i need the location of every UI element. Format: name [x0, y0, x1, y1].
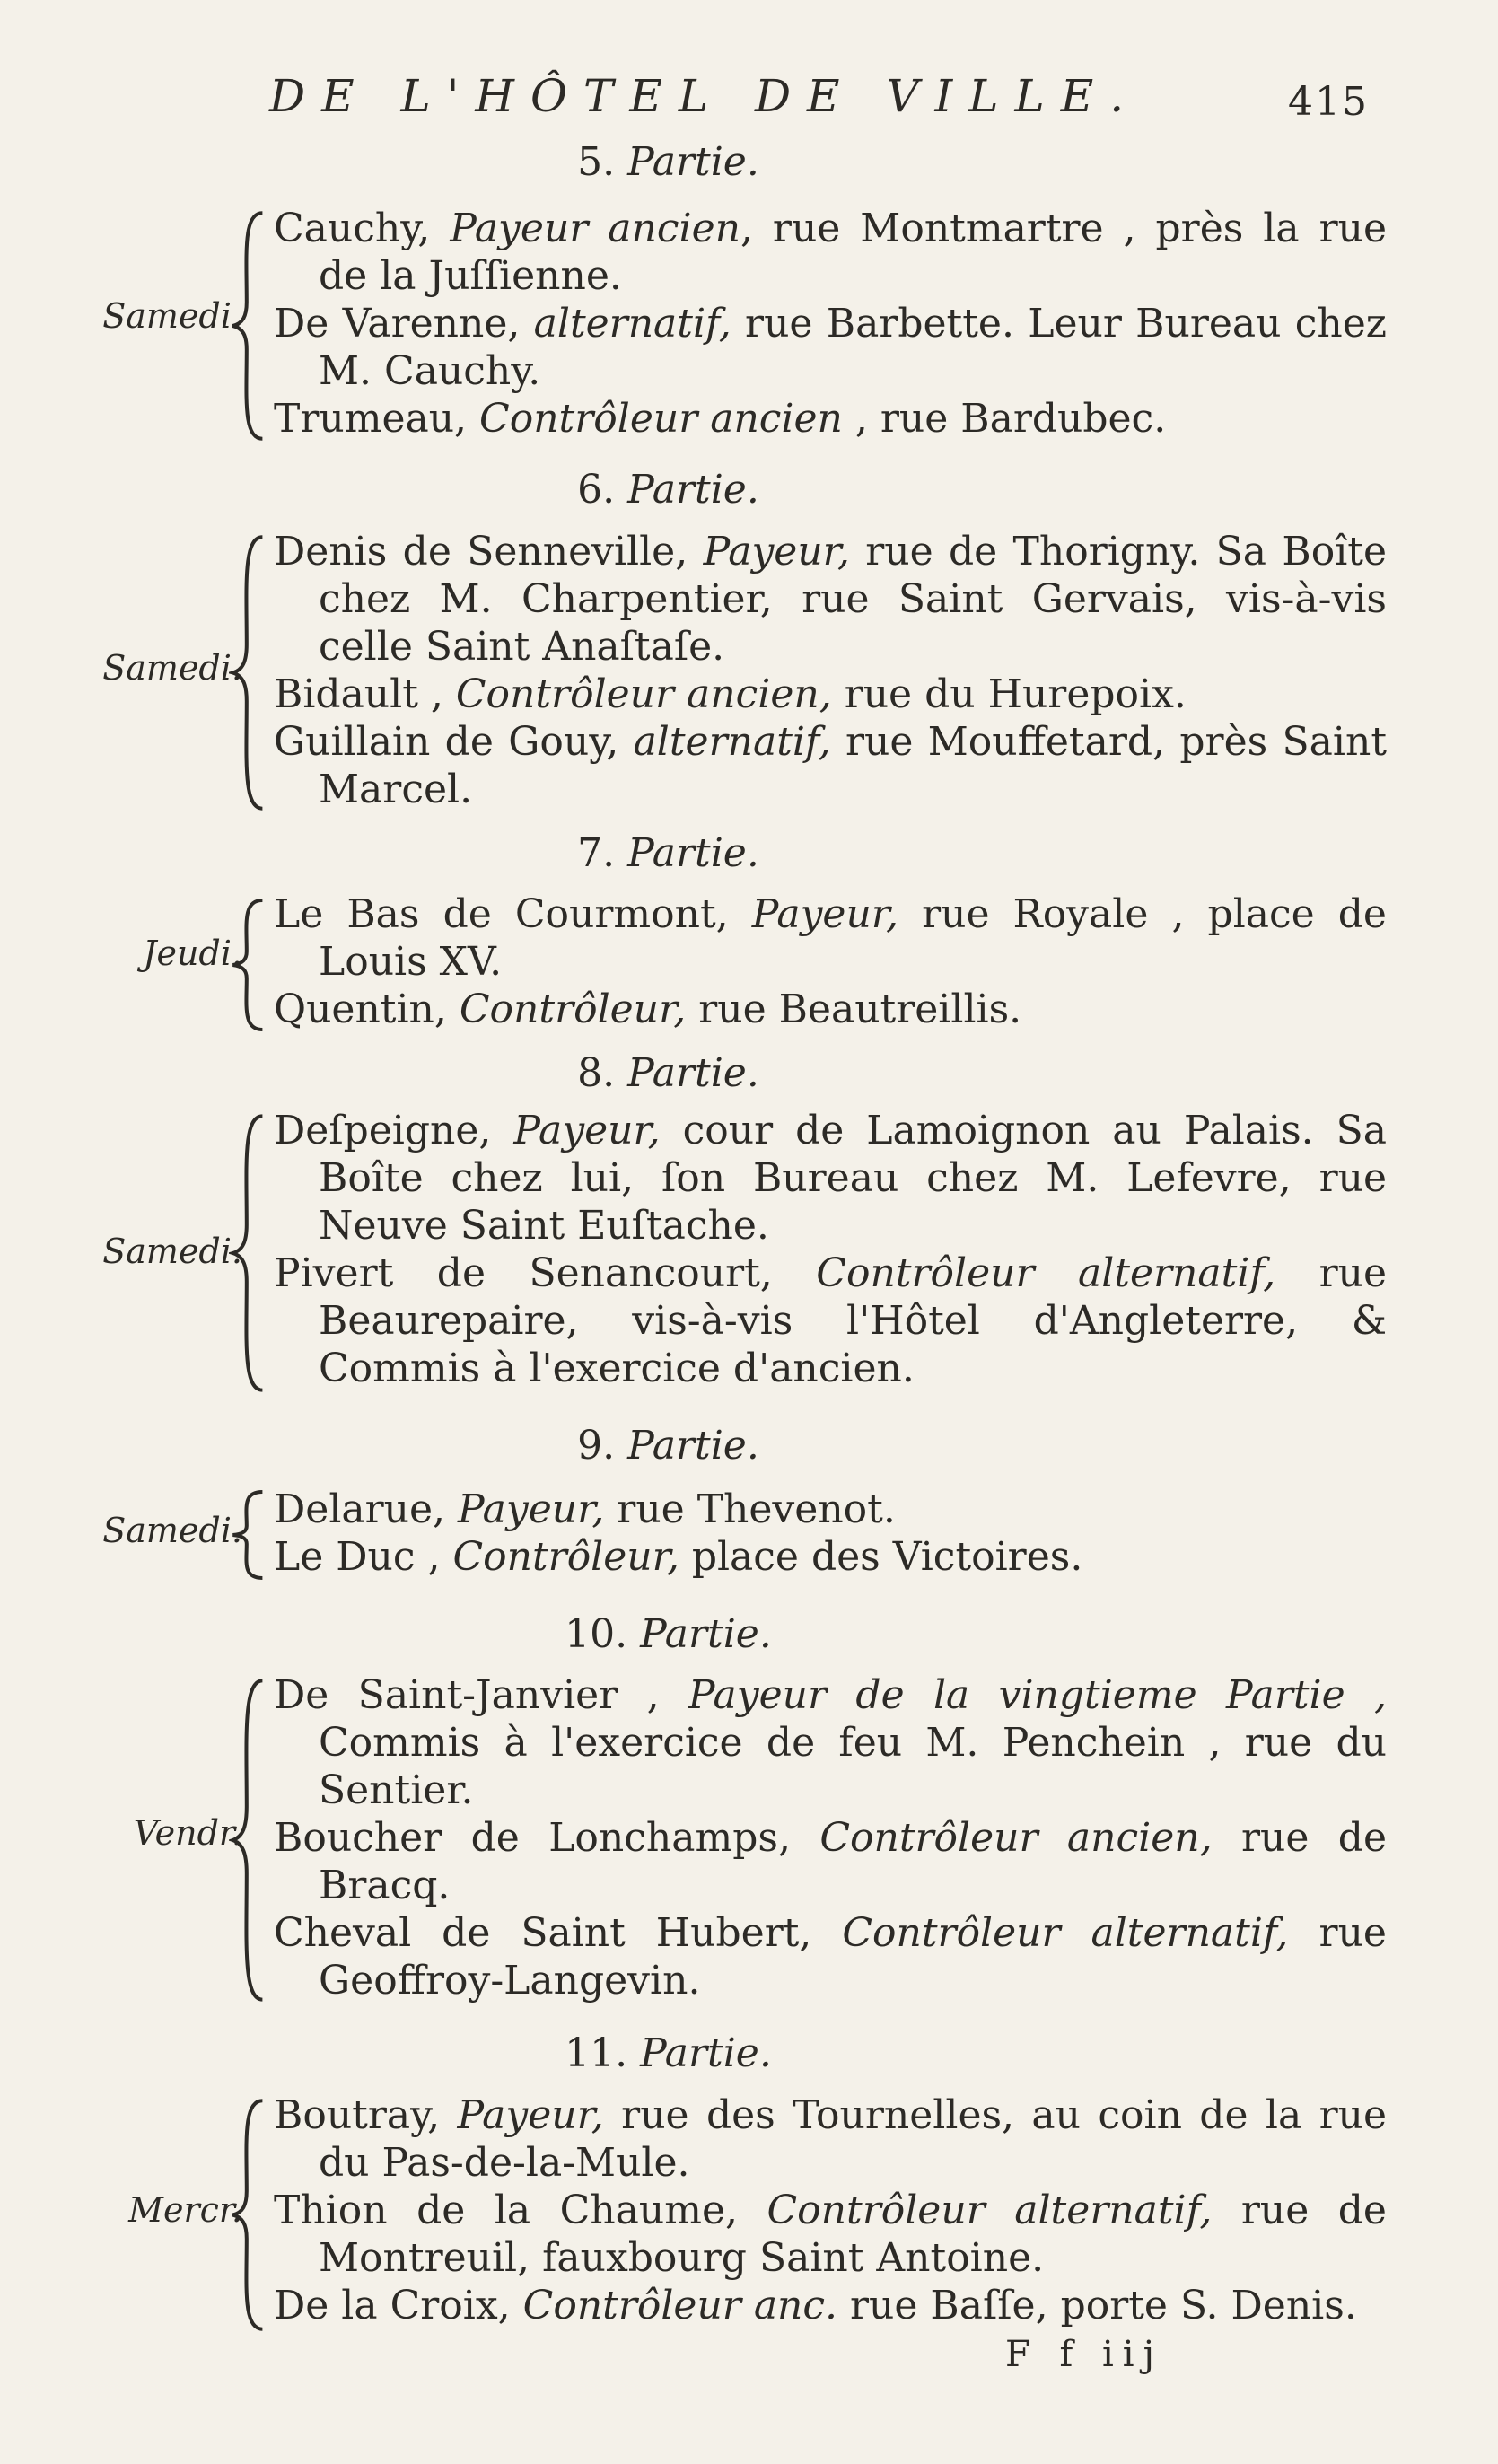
section-number: 11.: [565, 2030, 628, 2076]
day-label: Samedi.: [102, 648, 242, 688]
entries-list: [274, 890, 1387, 1033]
entry: Delarue, Payeur, rue Thevenot.: [274, 1486, 896, 1532]
day-label: Samedi.: [102, 296, 242, 336]
entry: Quentin, Contrôleur, rue Beautreillis.: [274, 986, 1022, 1032]
entry: De Saint-Janvier , Payeur de la vingtieme Partie , Commis à l'exercice de feu M. Penchein , rue du Sentier.: [274, 1672, 1387, 1813]
section-word: Partie.: [640, 2030, 772, 2076]
entry: De la Croix, Contrôleur anc. rue Baſſe, porte S. Denis.: [274, 2283, 1357, 2328]
entries-list: [274, 2091, 1387, 2329]
page-number: 415: [1288, 79, 1369, 125]
page-header: [0, 54, 1498, 135]
curly-brace: [229, 531, 268, 814]
curly-brace: [229, 898, 268, 1032]
section-title-8: [0, 1050, 1417, 1096]
day-label: Jeudi.: [143, 934, 242, 973]
entry: Denis de Senneville, Payeur, rue de Thorigny. Sa Boîte chez M. Charpentier, rue Saint Gervais, vis-à-vis celle Saint Anaſtaſe.: [274, 529, 1387, 670]
section-word: Partie.: [627, 1423, 759, 1469]
section-number: 7.: [577, 830, 616, 876]
section-title-11: [0, 2030, 1417, 2076]
day-label: Samedi.: [102, 1232, 242, 1271]
curly-brace: [229, 2096, 268, 2334]
entry: Guillain de Gouy, alternatif, rue Mouffetard, près Saint Marcel.: [274, 719, 1387, 812]
entries-list: [274, 1486, 1387, 1581]
entries-list: [274, 1107, 1387, 1392]
entries-list: [274, 205, 1387, 443]
section-number: 8.: [577, 1050, 616, 1096]
entries-list: [274, 528, 1387, 813]
day-label: Vendr.: [133, 1813, 242, 1853]
section-word: Partie.: [627, 467, 759, 513]
curly-brace: [229, 1490, 268, 1580]
curly-brace: [229, 208, 268, 443]
section-number: 9.: [577, 1423, 616, 1469]
entry: Cheval de Saint Hubert, Contrôleur alternatif, rue Geoffroy-Langevin.: [274, 1910, 1387, 2004]
entry: Deſpeigne, Payeur, cour de Lamoignon au Palais. Sa Boîte chez lui, ſon Bureau chez M. Lefevre, rue Neuve Saint Euſtache.: [274, 1108, 1387, 1249]
entry: Pivert de Senancourt, Contrôleur alternatif, rue Beaurepaire, vis-à-vis l'Hôtel d'Angleterre, & Commis à l'exercice d'ancien.: [274, 1250, 1387, 1391]
entry: Bidault , Contrôleur ancien, rue du Hurepoix.: [274, 671, 1187, 717]
section-title-6: [0, 467, 1417, 513]
section-word: Partie.: [627, 139, 759, 185]
section-word: Partie.: [627, 830, 759, 876]
section-number: 5.: [577, 139, 616, 185]
entry: Boucher de Lonchamps, Contrôleur ancien, rue de Bracq.: [274, 1815, 1387, 1908]
entry: Trumeau, Contrôleur ancien , rue Bardubec.: [274, 396, 1167, 442]
curly-brace: [229, 1110, 268, 1396]
section-word: Partie.: [640, 1611, 772, 1657]
running-head: DE L'HÔTEL DE VILLE.: [269, 70, 1141, 122]
section-number: 6.: [577, 467, 616, 513]
entry: Boutray, Payeur, rue des Tournelles, au coin de la rue du Pas-de-la-Mule.: [274, 2092, 1387, 2186]
section-word: Partie.: [627, 1050, 759, 1096]
entries-list: [274, 1671, 1387, 2004]
entry: Le Bas de Courmont, Payeur, rue Royale , place de Louis XV.: [274, 891, 1387, 985]
section-title-9: [0, 1423, 1417, 1469]
day-label: Mercr.: [128, 2190, 242, 2230]
section-number: 10.: [565, 1611, 628, 1657]
signature-mark: F f iij: [1005, 2334, 1163, 2375]
day-label: Samedi.: [102, 1511, 242, 1550]
entry: Thion de la Chaume, Contrôleur alternatif, rue de Montreuil, fauxbourg Saint Antoine.: [274, 2188, 1387, 2281]
entry: De Varenne, alternatif, rue Barbette. Leur Bureau chez M. Cauchy.: [274, 301, 1387, 394]
section-title-5: [0, 139, 1417, 185]
entry: Cauchy, Payeur ancien, rue Montmartre , près la rue de la Juſſienne.: [274, 206, 1387, 299]
entry: Le Duc , Contrôleur, place des Victoires.: [274, 1534, 1083, 1580]
section-title-10: [0, 1611, 1417, 1657]
curly-brace: [229, 1674, 268, 2006]
section-title-7: [0, 830, 1417, 876]
